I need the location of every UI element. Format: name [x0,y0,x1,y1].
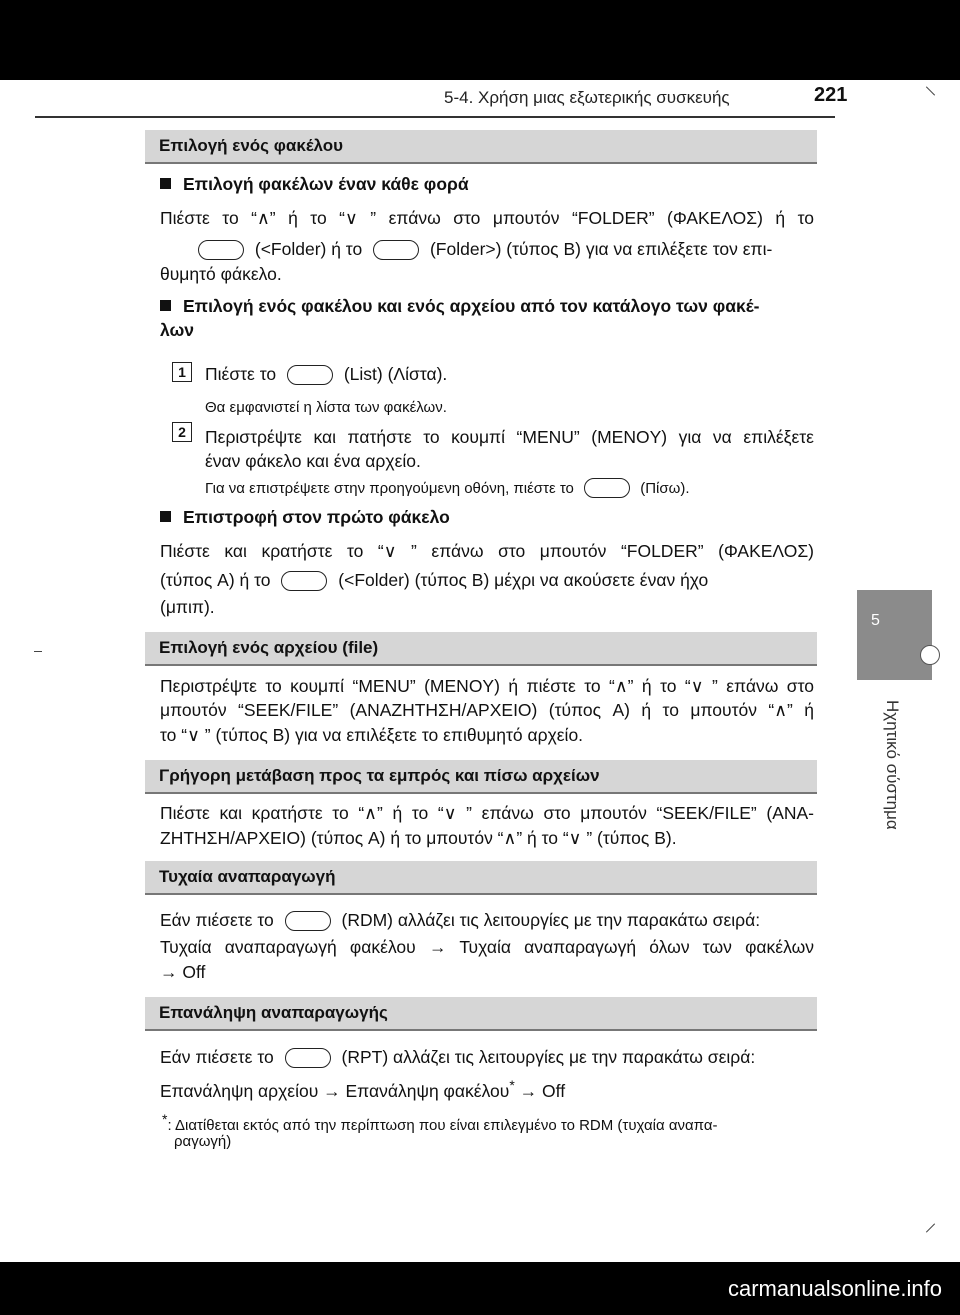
bullet-heading [160,174,469,195]
section-title: Επανάληψη αναπαραγωγής [159,1003,388,1022]
body-line [160,1072,814,1104]
body-line: Πιέστε και κρατήστε το “∨ ” επάνω στο μπουτόν “FOLDER” (ΦΑΚΕΛΟΣ) [160,541,814,561]
step-note [205,476,859,502]
button-pill-icon [281,571,327,591]
text: (Πίσω). [640,480,690,497]
body-line: μπουτόν “SEEK/FILE” (ΑΝΑΖΗΤΗΣΗ/ΑΡΧΕΙΟ) (τύπος A) ή το μπουτόν “∧” ή [160,700,814,720]
text: (τύπος A) ή το [160,570,271,590]
text: Για να επιστρέψετε στην προηγούμενη οθόνη, πιέστε το [205,480,574,497]
bullet-square-icon [160,511,171,522]
header-rule [35,116,835,118]
section-title: Επιλογή ενός φακέλου [159,136,344,155]
bullet-heading-cont: λων [160,320,195,340]
section-title: Επιλογή ενός αρχείου (file) [159,638,379,657]
step-note: Θα εμφανιστεί η λίστα των φακέλων. [205,399,447,416]
bullet-square-icon [160,300,171,311]
section-title: Γρήγορη μετάβαση προς τα εμπρός και πίσω αρχείων [159,766,600,785]
bullet-square-icon [160,178,171,189]
bullet-title: Επιστροφή στον πρώτο φάκελο [183,507,450,527]
step-line: Περιστρέψτε και πατήστε το κουμπί “MENU” (MENOY) για να επιλέξετε [205,427,814,447]
text: Επανάληψη αρχείου → Επανάληψη φακέλου [160,1080,510,1101]
body-line [192,236,814,262]
body-line [160,1044,814,1070]
text: → Off [514,1080,566,1101]
step-line [205,361,814,387]
step-number: 2 [172,422,192,442]
body-line [160,567,814,593]
bullet-title: Επιλογή φακέλων έναν κάθε φορά [183,174,469,194]
bullet-title: Επιλογή ενός φακέλου και ενός αρχείου από τον κατάλογο των φακέ- [183,296,760,316]
text: (List) (Λίστα). [343,364,448,384]
chapter-title: Ηχητικό σύστημα [883,700,902,830]
text: (RPT) αλλάζει τις λειτουργίες με την παρακάτω σειρά: [341,1047,756,1067]
body-line: → Off [160,962,206,982]
section-heading-file [145,632,817,666]
footnote-marker: * [162,1111,168,1127]
text: (<Folder) ή το [254,239,363,259]
body-line: Πιέστε και κρατήστε το “∧” ή το “∨ ” επάνω στο μπουτόν “SEEK/FILE” (ΑΝΑ- [160,803,814,823]
watermark-band [0,1262,960,1315]
crop-mark [926,1223,935,1232]
button-pill-icon [285,1048,331,1068]
footnote-line: ραγωγή) [174,1133,232,1150]
body-line: ΖΗΤΗΣΗ/ΑΡΧΕΙΟ) (τύπος A) ή το μπουτόν “∧” ή το “∨ ” (τύπος B). [160,828,677,848]
step-line: έναν φάκελο και ένα αρχείο. [205,451,421,471]
text: Εάν πιέσετε το [160,1047,274,1067]
top-black-band [0,0,960,80]
button-pill-icon [373,240,419,260]
text: (<Folder) (τύπος B) μέχρι να ακούσετε έναν ήχο [338,570,709,590]
button-pill-icon [584,478,630,498]
step-number: 1 [172,362,192,382]
watermark-text: carmanualsonline.info [727,1276,942,1301]
page-number: 221 [814,84,848,106]
footnote-marker: * [509,1077,515,1093]
text: : Διατίθεται εκτός από την περίπτωση που είναι επιλεγμένο το RDM (τυχαία αναπα- [167,1117,718,1134]
section-heading-fast [145,760,817,794]
section-heading-repeat [145,997,817,1031]
text: (RDM) αλλάζει τις λειτουργίες με την παρακάτω σειρά: [341,910,761,930]
section-heading-random [145,861,817,895]
section-title: Τυχαία αναπαραγωγή [159,867,336,886]
text: (Folder>) (τύπος B) για να επιλέξετε τον επι- [429,239,773,259]
body-line: θυμητό φάκελο. [160,264,282,284]
button-pill-icon [198,240,244,260]
running-head: 5-4. Χρήση μιας εξωτερικής συσκευής [444,88,730,107]
text: Εάν πιέσετε το [160,910,274,930]
body-line: το “∨ ” (τύπος B) για να επιλέξετε το επιθυμητό αρχείο. [160,725,584,745]
button-pill-icon [287,365,333,385]
body-line: (μπιπ). [160,597,215,617]
chapter-number: 5 [871,612,880,629]
button-pill-icon [285,911,331,931]
body-line: Πιέστε το “∧” ή το “∨ ” επάνω στο μπουτόν “FOLDER” (ΦΑΚΕΛΟΣ) ή το [160,208,814,228]
crop-mark [34,651,42,652]
bullet-heading [160,507,450,528]
body-line: Τυχαία αναπαραγωγή φακέλου → Τυχαία αναπαραγωγή όλων των φακέλων [160,937,814,957]
body-line [160,907,814,933]
text: Πιέστε το [205,364,277,384]
section-heading-folder [145,130,817,164]
registration-circle [920,645,940,665]
body-line: Περιστρέψτε το κουμπί “MENU” (MENOY) ή πιέστε το “∧” ή το “∨ ” επάνω στο [160,676,814,696]
chapter-tab [857,590,932,680]
crop-mark [926,86,935,95]
bullet-heading [160,296,760,317]
